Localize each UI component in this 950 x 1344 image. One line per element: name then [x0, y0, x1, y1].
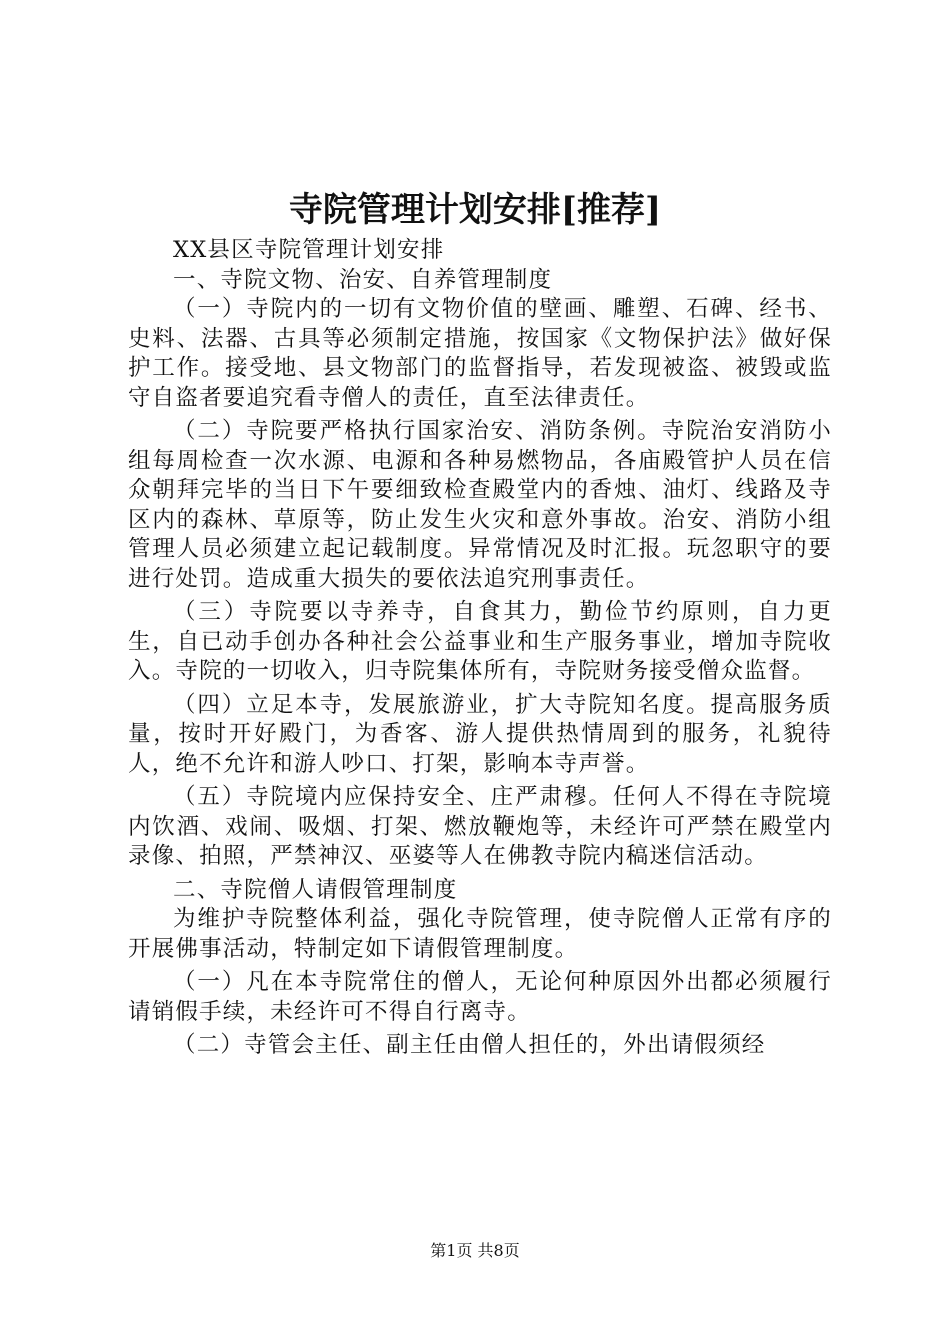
paragraph: 为维护寺院整体利益，强化寺院管理，使寺院僧人正常有序的开展佛事活动，特制定如下请假管理制度。 [128, 906, 832, 962]
document-title: 寺院管理计划安排[推荐] [288, 190, 662, 230]
paragraph: （五）寺院境内应保持安全、庄严肃穆。任何人不得在寺院境内饮酒、戏闹、吸烟、打架、燃放鞭炮等，未经许可严禁在殿堂内录像、拍照，严禁神汉、巫婆等人在佛教寺院内稿迷信活动。 [128, 784, 832, 869]
section-heading: 二、寺院僧人请假管理制度 [173, 876, 458, 903]
paragraph: （二）寺管会主任、副主任由僧人担任的，外出请假须经 [173, 1032, 766, 1058]
paragraph: （二）寺院要严格执行国家治安、消防条例。寺院治安消防小组每周检查一次水源、电源和各种易燃物品，各庙殿管护人员在信众朝拜完毕的当日下午要细致检查殿堂内的香烛、油灯、线路及寺区内的森林、草原等，防止发生火灾和意外事故。治安、消防小组管理人员必须建立起记载制度。异常情况及时汇报。玩忽职守的要进行处罚。造成重大损失的要依法追究刑事责任。 [128, 418, 832, 592]
paragraph: （一）寺院内的一切有文物价值的壁画、雕塑、石碑、经书、史料、法器、古具等必须制定措施，按国家《文物保护法》做好保护工作。接受地、县文物部门的监督指导，若发现被盗、被毁或监守自盗者要追究看寺僧人的责任，直至法律责任。 [128, 296, 832, 411]
paragraph: （三）寺院要以寺养寺，自食其力，勤俭节约原则，自力更生，自已动手创办各种社会公益事业和生产服务事业，增加寺院收入。寺院的一切收入，归寺院集体所有，寺院财务接受僧众监督。 [128, 599, 832, 684]
section-heading: 一、寺院文物、治安、自养管理制度 [173, 266, 553, 293]
document-body [128, 236, 832, 1065]
paragraph-heading: XX县区寺院管理计划安排 [173, 237, 445, 263]
page-footer: 第1页 共8页 [430, 1241, 520, 1260]
paragraph: （四）立足本寺，发展旅游业，扩大寺院知名度。提高服务质量，按时开好殿门，为香客、游人提供热情周到的服务，礼貌待人，绝不允许和游人吵口、打架，影响本寺声誉。 [128, 691, 832, 777]
paragraph: （一）凡在本寺院常住的僧人，无论何种原因外出都必须履行请销假手续，未经许可不得自行离寺。 [128, 969, 832, 1025]
